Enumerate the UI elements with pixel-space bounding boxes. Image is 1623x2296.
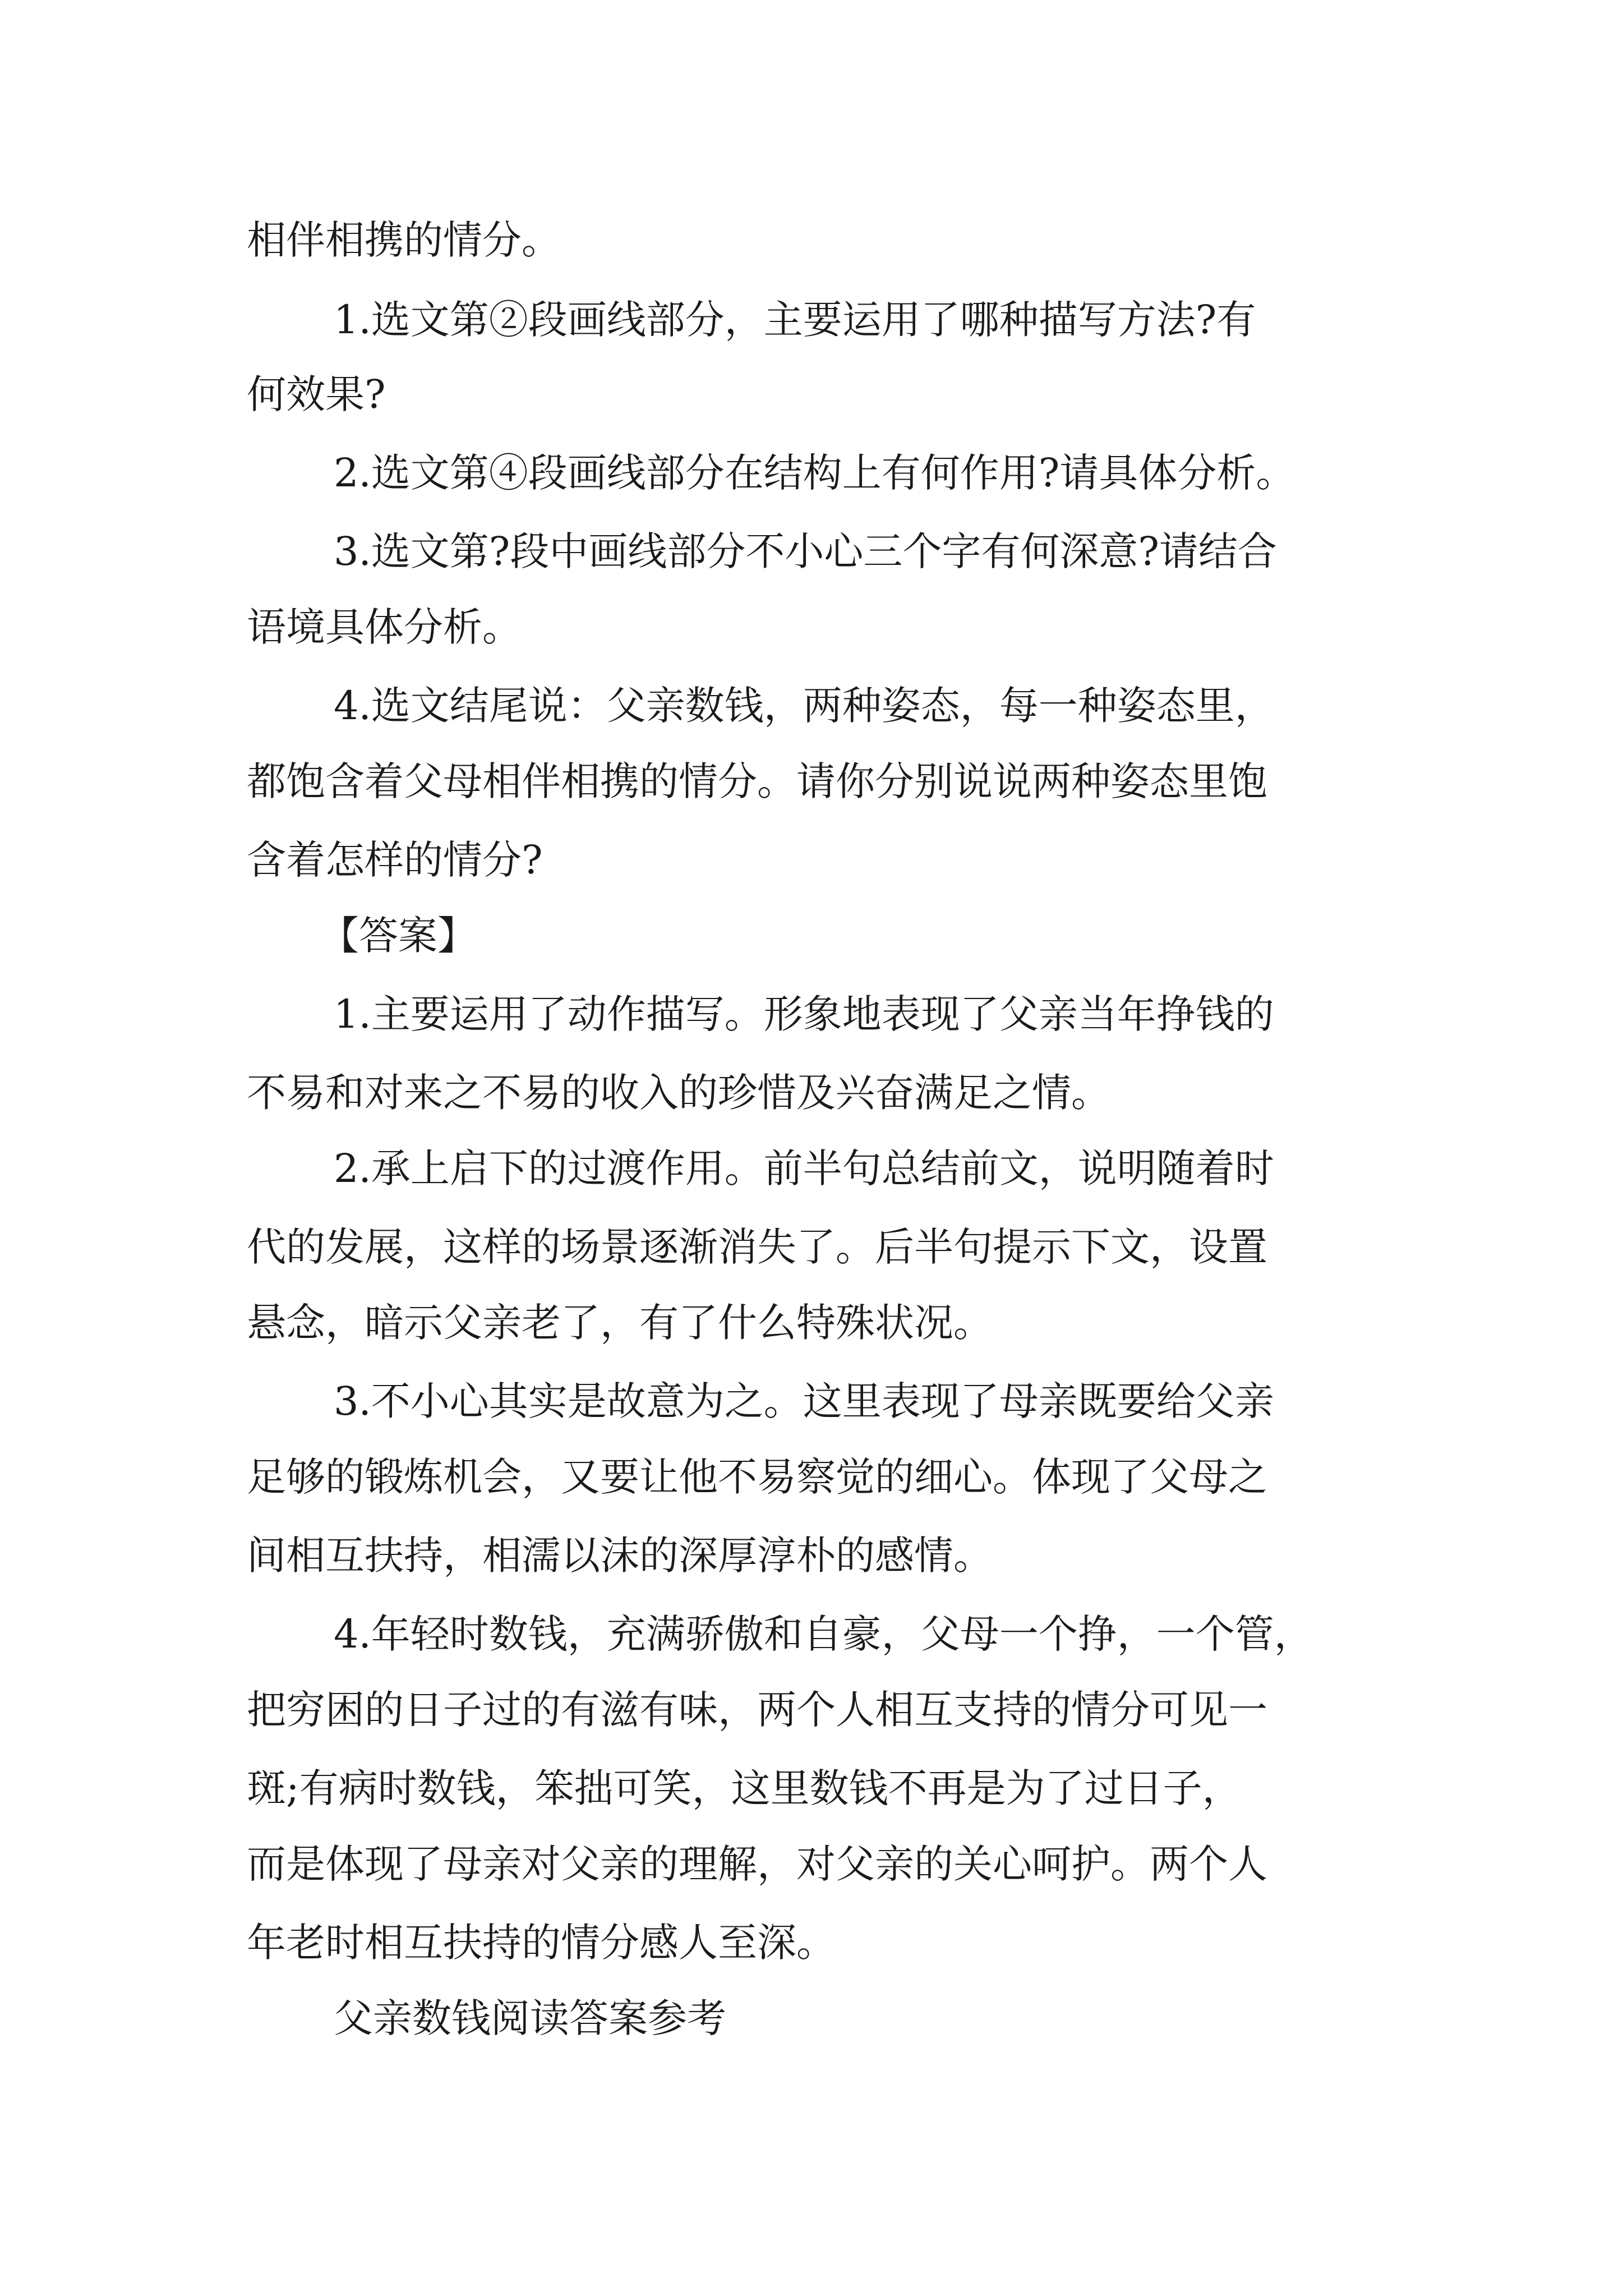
- text-line: 足够的锻炼机会，又要让他不易察觉的细心。体现了父母之: [247, 1454, 1267, 1500]
- text-line: 斑;有病时数钱，笨拙可笑，这里数钱不再是为了过日子，: [247, 1765, 1242, 1811]
- text-line: 间相互扶持，相濡以沫的深厚淳朴的感情。: [247, 1533, 993, 1579]
- text-line: 含着怎样的情分?: [247, 837, 543, 883]
- text-line: 1.选文第②段画线部分，主要运用了哪种描写方法?有: [334, 297, 1256, 343]
- text-line: 4.选文结尾说：父亲数钱，两种姿态，每一种姿态里，: [334, 683, 1274, 729]
- text-line: 4.年轻时数钱，充满骄傲和自豪，父母一个挣，一个管，: [334, 1611, 1313, 1657]
- text-line: 2.承上启下的过渡作用。前半句总结前文，说明随着时: [334, 1145, 1274, 1191]
- text-line: 不易和对来之不易的收入的珍惜及兴奋满足之情。: [247, 1070, 1110, 1116]
- text-line: 而是体现了母亲对父亲的理解，对父亲的关心呵护。两个人: [247, 1841, 1267, 1887]
- footer-title: 父亲数钱阅读答案参考: [334, 1995, 726, 2041]
- text-line: 2.选文第④段画线部分在结构上有何作用?请具体分析。: [334, 450, 1295, 496]
- section-heading: 【答案】: [320, 913, 477, 959]
- text-line: 3.选文第?段中画线部分不小心三个字有何深意?请结合: [334, 528, 1277, 574]
- text-line: 都饱含着父母相伴相携的情分。请你分别说说两种姿态里饱: [247, 758, 1267, 804]
- text-line: 悬念，暗示父亲老了，有了什么特殊状况。: [247, 1300, 993, 1346]
- text-line: 3.不小心其实是故意为之。这里表现了母亲既要给父亲: [334, 1378, 1274, 1424]
- text-line: 把穷困的日子过的有滋有味，两个人相互支持的情分可见一: [247, 1687, 1267, 1733]
- text-line: 年老时相互扶持的情分感人至深。: [247, 1920, 836, 1966]
- text-line: 语境具体分析。: [247, 604, 522, 650]
- text-line: 何效果?: [247, 371, 386, 417]
- text-line: 代的发展，这样的场景逐渐消失了。后半句提示下文，设置: [247, 1224, 1267, 1270]
- text-line: 相伴相携的情分。: [247, 217, 561, 263]
- text-line: 1.主要运用了动作描写。形象地表现了父亲当年挣钱的: [334, 991, 1274, 1037]
